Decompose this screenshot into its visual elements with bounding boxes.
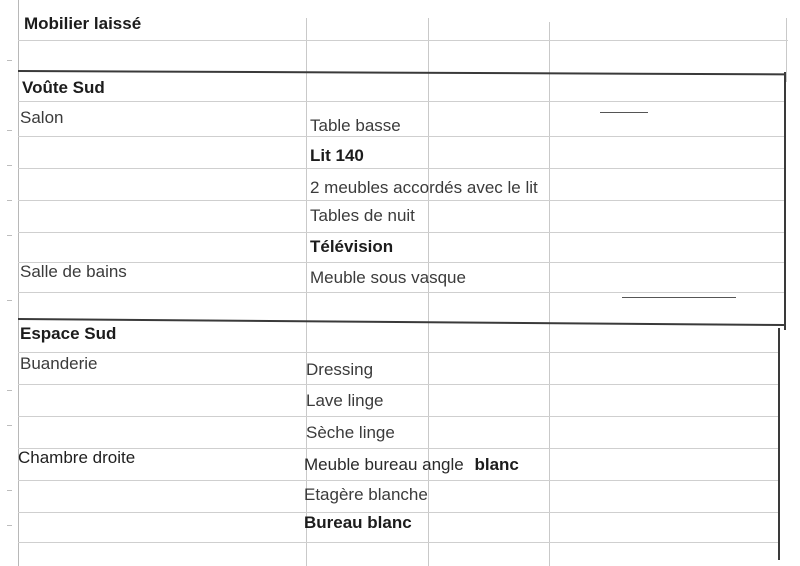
grid-row-line: [18, 262, 784, 263]
grid-row-line: [18, 416, 780, 417]
margin-tick: [7, 300, 12, 301]
margin-tick: [7, 525, 12, 526]
grid-column-line: [786, 18, 787, 82]
room-label: Chambre droite: [18, 448, 136, 467]
margin-tick: [7, 235, 12, 236]
room-label: Buanderie: [20, 354, 98, 373]
margin-tick: [7, 490, 12, 491]
grid-row-line: [18, 480, 780, 481]
item-label: Etagère blanche: [304, 485, 428, 504]
room-label: Salon: [20, 108, 64, 127]
scan-mark: [622, 297, 736, 298]
item-label: Sèche linge: [306, 423, 395, 442]
margin-tick: [7, 200, 12, 201]
margin-tick: [7, 165, 12, 166]
margin-tick: [7, 425, 12, 426]
grid-column-line: [18, 0, 19, 566]
item-label: 2 meubles accordés avec le lit: [310, 178, 538, 197]
item-label-main: Meuble bureau angle: [304, 455, 464, 474]
sheet-title: Mobilier laissé: [24, 14, 142, 33]
grid-row-line: [18, 200, 784, 201]
grid-column-line: [549, 22, 550, 566]
item-label: Tables de nuit: [310, 206, 415, 225]
item-label: Télévision: [310, 237, 394, 256]
grid-row-line: [18, 232, 784, 233]
item-label: Table basse: [310, 116, 401, 135]
grid-row-line: [18, 542, 780, 543]
grid-row-line: [18, 352, 780, 353]
scan-mark: [600, 112, 648, 113]
section-border-top: [18, 70, 786, 75]
grid-row-line: [18, 292, 784, 293]
item-label-suffix: blanc: [474, 455, 519, 474]
margin-tick: [7, 130, 12, 131]
grid-row-line: [18, 136, 784, 137]
room-label: Salle de bains: [20, 262, 127, 281]
margin-tick: [7, 60, 12, 61]
section-border-right: [778, 328, 780, 560]
section-heading: Espace Sud: [20, 324, 117, 343]
item-label: [304, 455, 519, 475]
section-border-right: [784, 72, 786, 330]
margin-tick: [7, 390, 12, 391]
section-heading: Voûte Sud: [22, 78, 105, 97]
item-label: Bureau blanc: [304, 513, 412, 532]
item-label: Dressing: [306, 360, 374, 379]
section-border-top: [18, 318, 784, 326]
grid-row-line: [18, 384, 780, 385]
item-label: Meuble sous vasque: [310, 268, 466, 287]
item-label: Lave linge: [306, 391, 384, 410]
grid-row-line: [18, 40, 788, 41]
item-label: Lit 140: [310, 146, 364, 165]
grid-row-line: [18, 168, 784, 169]
grid-row-line: [18, 101, 784, 102]
